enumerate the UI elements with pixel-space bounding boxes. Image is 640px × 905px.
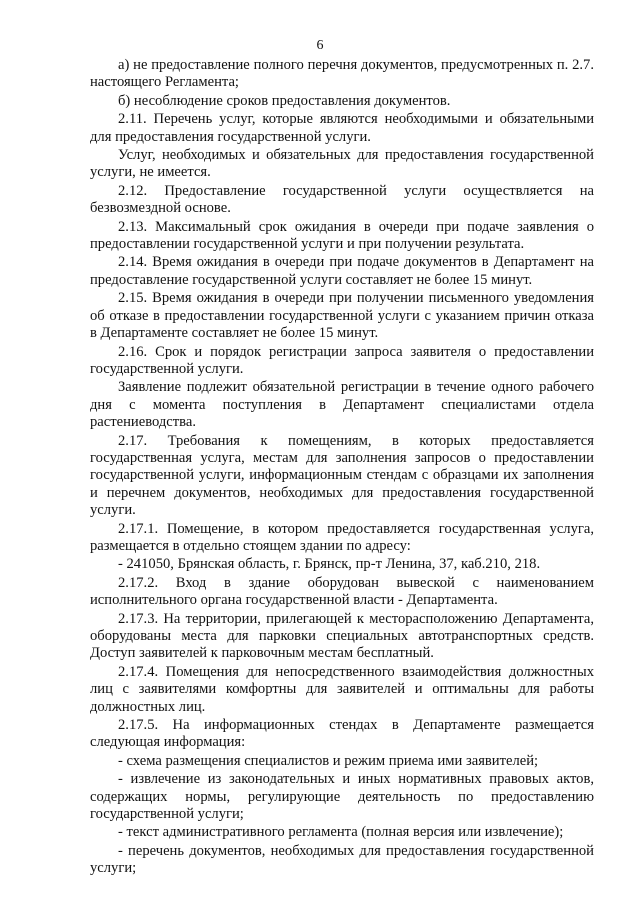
list-item-documents: - перечень документов, необходимых для предоставления государственной услуги;: [90, 842, 594, 877]
paragraph-2-12: 2.12. Предоставление государственной услуги осуществляется на безвозмездной основе.: [90, 182, 594, 217]
paragraph-2-11: 2.11. Перечень услуг, которые являются необходимыми и обязательными для предоставления государственной услуги.: [90, 111, 594, 145]
paragraph-2-15: 2.15. Время ожидания в очереди при получении письменного уведомления об отказе в предоставлении государственной услуги с указанием причин отказа в Департаменте составляет не более 15 минут.: [90, 290, 594, 342]
paragraph-registration: Заявление подлежит обязательной регистрации в течение одного рабочего дня с момента поступления в Департамент специалистами отдела растениеводства.: [90, 379, 594, 431]
list-item-scheme: - схема размещения специалистов и режим приема ими заявителей;: [118, 752, 539, 769]
paragraph-2-17-2: 2.17.2. Вход в здание оборудован вывеской с наименованием исполнительного органа государственной власти - Департамента.: [90, 574, 594, 609]
list-item-regulation-text: - текст административного регламента (полная версия или извлечение);: [118, 824, 564, 841]
paragraph-2-16: 2.16. Срок и порядок регистрации запроса заявителя о предоставлении государственной услуги.: [90, 343, 594, 377]
document-body: [90, 57, 594, 879]
paragraph-2-13: 2.13. Максимальный срок ожидания в очереди при подаче заявления о предоставлении государственной услуги и при получении результата.: [90, 218, 594, 253]
page-number: 6: [316, 38, 324, 53]
paragraph-2-17-3: 2.17.3. На территории, прилегающей к месторасположению Департамента, оборудованы места для парковки специальных автотранспортных средств. Доступ заявителей к парковочным местам бесплатный.: [90, 610, 594, 662]
list-item-extract: - извлечение из законодательных и иных нормативных правовых актов, содержащих нормы, регулирующие деятельность по предоставлению государственной услуги;: [90, 771, 594, 823]
paragraph-2-17-1: 2.17.1. Помещение, в котором предоставляется государственная услуга, размещается в отдельно стоящем здании по адресу:: [90, 520, 594, 554]
paragraph-services: Услуг, необходимых и обязательных для предоставления государственной услуги, не имеется.: [90, 147, 594, 181]
paragraph-2-17: 2.17. Требования к помещениям, в которых предоставляется государственная услуга, местам для заполнения запросов о предоставлении государственной услуги, информационным стендам с образцами их заполнения и перечнем документов, необходимых для предоставления государственной услуги.: [90, 432, 594, 519]
paragraph-address: - 241050, Брянская область, г. Брянск, пр-т Ленина, 37, каб.210, 218.: [118, 556, 541, 573]
paragraph-item-b: б) несоблюдение сроков предоставления документов.: [118, 92, 451, 109]
paragraph-item-a: а) не предоставление полного перечня документов, предусмотренных п. 2.7. настоящего Регламента;: [90, 57, 594, 91]
paragraph-2-14: 2.14. Время ожидания в очереди при подаче документов в Департамент на предоставление государственной услуги составляет не более 15 минут.: [90, 254, 594, 288]
paragraph-2-17-5: 2.17.5. На информационных стендах в Департаменте размещается следующая информация:: [90, 717, 594, 751]
paragraph-2-17-4: 2.17.4. Помещения для непосредственного взаимодействия должностных лиц с заявителями комфортны для заявителей и оптимальны для работы должностных лиц.: [90, 663, 594, 715]
